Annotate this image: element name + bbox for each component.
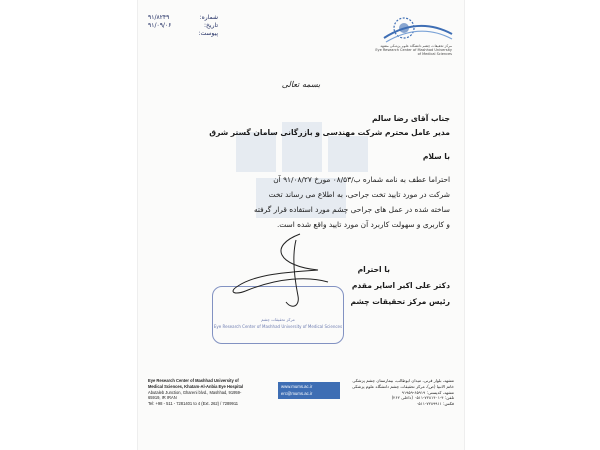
ref-date-value: ۹۱/۰۹/۰۶: [148, 22, 172, 29]
footer-web-box: [278, 382, 340, 399]
ref-number-value: ۹۱/۸۲۴۹: [148, 14, 170, 21]
logo-caption-en: Eye Research Center of Mashhad University of Medical Sciences: [375, 48, 452, 56]
recipient-title: مدیر عامل محترم شرکت مهندسی و بازرگانی سامان گستر شرق: [209, 128, 450, 137]
body-line: و کاربری و سهولت کاربرد آن مورد تایید واقع شده است.: [276, 220, 450, 229]
logo-caption: [372, 44, 452, 56]
footer-address-en: [148, 378, 266, 407]
footer-en-line: Eye Research Center of Mashhad University of: [148, 378, 239, 383]
recipient-name: جناب آقای رضا سالم: [371, 114, 450, 123]
signer-title: رئیس مرکز تحقیقات چشم: [350, 297, 450, 306]
ref-attachment-label: پیوست:: [198, 30, 218, 37]
ref-number-row: [148, 14, 218, 22]
body-line: شرکت در مورد تایید تخت جراحی، به اطلاع می رساند تخت: [268, 190, 450, 199]
footer-en-line: Medical Sciences, Khatam-Al-Anbia Eye Hospital: [148, 383, 244, 389]
body-line: احتراما عطف به نامه شماره ب/۰۸/۵۳ مورخ ۹۱/۰۸/۲۷ آن: [273, 175, 450, 184]
footer-fa-line: مشهد، بلوار قرنی، میدان ابوطالب، بیمارستان چشم پزشکی: [352, 378, 454, 383]
university-logo-icon: [382, 12, 454, 46]
footer-en-line: 65919, IR IRAN: [148, 395, 177, 401]
closing-regards: با احترام: [357, 265, 390, 274]
footer-en-line: Tel: +98 - 511 - 7281401 to 4 (Ext. 262) / 7289911: [148, 401, 239, 407]
footer-fa-line: مشهد، کدپستی: ۶۵۹۱۹-۹۱۹۵۹: [401, 389, 454, 395]
footer-fa-line: تلفن: ۴-۷۲۸۱۴۰۱-۰۵۱۱ (داخلی ۲۶۲): [391, 395, 454, 401]
letter-page: [138, 0, 464, 450]
footer-en-line: Abutaleb Junction, Ghareni blvd., Mashhad, 91959-: [148, 389, 242, 395]
footer-fa-line: فکس: ۷۲۸۹۹۱۱-۰۵۱۱: [416, 401, 454, 407]
stamp-text-fa: مرکز تحقیقات چشم: [261, 317, 295, 322]
stamp-text-en: Eye Research Center of Mashhad University of Medical Sciences: [213, 324, 343, 329]
closing-block: [150, 262, 450, 310]
ref-number-label: شماره:: [199, 14, 218, 21]
reference-block: [148, 14, 218, 38]
signer-name: دکتر علی اکبر اسایر مقدم: [351, 281, 450, 290]
footer-email: erc@mums.ac.ir: [281, 391, 313, 396]
letter-body: [154, 172, 450, 232]
ref-date-row: [148, 22, 218, 30]
body-line: ساخته شده در عمل های جراحی چشم مورد استفاده قرار گرفته: [253, 205, 450, 214]
footer-website: www.mums.ac.ir: [281, 384, 313, 389]
recipient-block: [150, 112, 450, 140]
letter-footer: [148, 378, 454, 424]
footer-fa-line: خاتم الانبیا (ص)، مرکز تحقیقات چشم دانشگاه علوم پزشکی: [351, 383, 454, 389]
ref-date-label: تاریخ:: [204, 22, 218, 29]
ref-attachment-row: [148, 30, 218, 38]
footer-address-fa: [346, 378, 454, 407]
logo-caption-fa: مرکز تحقیقات چشم دانشگاه علوم پزشکی مشهد: [380, 44, 452, 48]
letter-salutation: بسمه تعالی: [281, 80, 321, 89]
greeting: با سلام: [422, 152, 450, 161]
